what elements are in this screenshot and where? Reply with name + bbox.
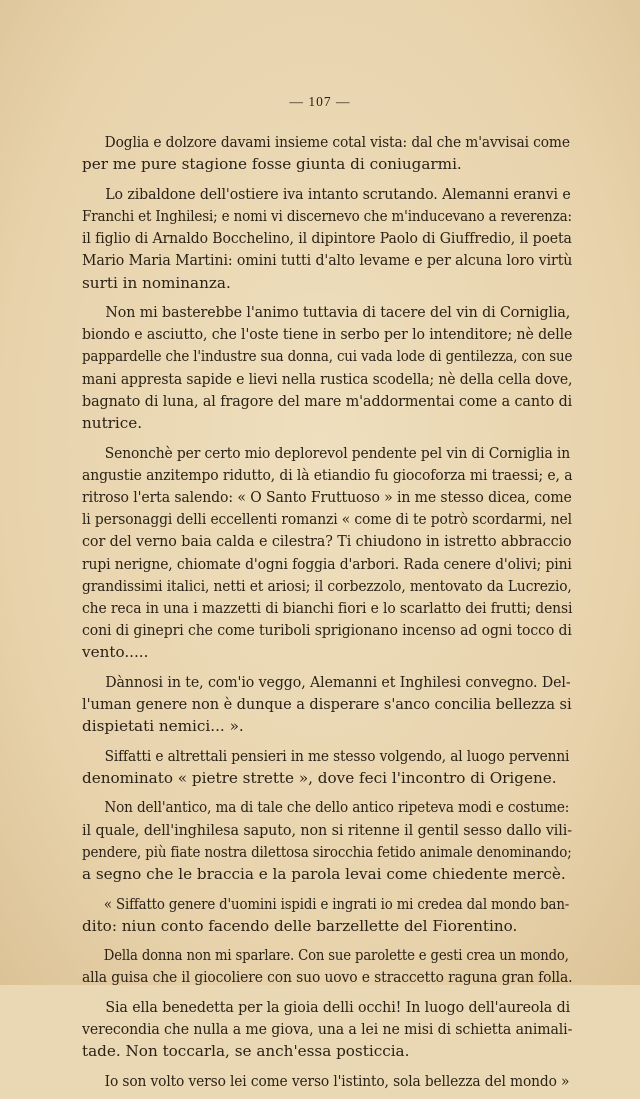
text-line: dispietati nemici... ». [82, 717, 244, 736]
text-line: denominato « pietre strette », dove feci l'incontro di Origene. [82, 768, 557, 787]
text-line: per me pure stagione fosse giunta di coniugarmi. [82, 155, 462, 174]
text-line: surti in nominanza. [82, 273, 231, 292]
text-line: angustie anzitempo ridutto, di là etiandio fu giocoforza mi traessi; e, a [82, 465, 573, 484]
text-line: Della donna non mi sparlare. Con sue parolette e gesti crea un mondo, [103, 946, 569, 965]
text-line: l'uman genere non è dunque a disperare s'anco concilia bellezza si [82, 695, 572, 714]
paragraph [82, 996, 572, 1063]
text-line: Doglia e dolzore davami insieme cotal vista: dal che m'avvisai come [104, 133, 570, 151]
text-line: il figlio di Arnaldo Bocchelino, il dipintore Paolo di Giuffredio, il poeta [82, 229, 572, 248]
paragraph [82, 183, 572, 294]
text-line: Io son volto verso lei come verso l'istinto, sola bellezza del mondo » [104, 1071, 570, 1090]
text-line: pendere, più fiate nostra dilettosa sirocchia fetido animale denominando; [82, 842, 572, 861]
text-line: ritroso l'erta salendo: « O Santo Fruttuoso » in me stesso dicea, come [82, 487, 572, 506]
text-line: Non mi basterebbe l'animo tuttavia di tacere del vin di Corniglia, [105, 303, 571, 322]
paragraph [82, 301, 572, 434]
body-text [82, 131, 572, 1099]
paragraph [82, 944, 572, 988]
text-line: verecondia che nulla a me giova, una a lei ne misi di schietta animali- [82, 1020, 573, 1039]
text-line: coni di ginepri che come turiboli sprigionano incenso ad ogni tocco di [82, 621, 572, 640]
paragraph [82, 131, 572, 175]
text-line: Franchi et Inghilesi; e nomi vi discernevo che m'inducevano a reverenza: [82, 206, 572, 225]
text-line: che reca in una i mazzetti di bianchi fiori e lo scarlatto dei frutti; densi [82, 598, 573, 617]
page-number: — 107 — [289, 94, 351, 109]
text-line: dito: niun conto facendo delle barzellette del Fiorentino. [82, 916, 518, 935]
paragraph [82, 671, 572, 738]
text-line: Lo zibaldone dell'ostiere iva intanto scrutando. Alemanni eranvi e [105, 184, 571, 203]
text-line: bagnato di luna, al fragore del mare m'addormentai come a canto di [82, 391, 573, 410]
text-line: a segno che le braccia e la parola levai come chiedente mercè. [82, 865, 566, 884]
text-line: pappardelle che l'industre sua donna, cui vada lode di gentilezza, con sue [82, 347, 573, 366]
text-line: alla guisa che il giocoliere con suo uovo e straccetto raguna gran folla. [82, 968, 573, 987]
text-line: Senonchè per certo mio deplorevol pendente pel vin di Corniglia in [104, 443, 571, 462]
text-line: mani appresta sapide e lievi nella rustica scodella; nè della cella dove, [82, 369, 573, 388]
text-line: Dànnosi in te, com'io veggo, Alemanni et Inghilesi convegno. Del- [105, 672, 571, 691]
text-line: il quale, dell'inghilesa saputo, non si ritenne il gentil sesso dallo vili- [82, 820, 573, 839]
paragraph [82, 1070, 572, 1092]
text-line: Sia ella benedetta per la gioia delli occhi! In luogo dell'aureola di [105, 997, 571, 1016]
paragraph [82, 796, 572, 885]
text-line: rupi nerigne, chiomate d'ogni foggia d'arbori. Rada cenere d'olivi; pini [82, 554, 572, 573]
text-line: Non dell'antico, ma di tale che dello antico ripeteva modi e costume: [104, 798, 570, 817]
text-line: « Siffatto genere d'uomini ispidi e ingrati io mi credea dal mondo ban- [103, 894, 570, 913]
text-line: nutrice. [82, 414, 143, 433]
text-line: Mario Maria Martini: omini tutti d'alto levame e per alcuna loro virtù [82, 251, 573, 270]
text-line: cor del verno baia calda e cilestra? Ti chiudono in istretto abbraccio [82, 532, 572, 551]
text-line: li personaggi delli eccellenti romanzi « come di te potrò scordarmi, nel [82, 510, 572, 529]
text-line: tade. Non toccarla, se anch'essa posticcia. [82, 1042, 410, 1061]
paragraph [82, 745, 572, 789]
text-line: grandissimi italici, netti et ariosi; il corbezzolo, mentovato da Lucrezio, [82, 576, 572, 595]
text-line: biondo e asciutto, che l'oste tiene in serbo per lo intenditore; nè delle [82, 325, 573, 344]
paragraph [82, 893, 572, 937]
text-line: vento..... [82, 643, 149, 662]
paragraph [82, 442, 572, 664]
text-line: Siffatti e altrettali pensieri in me stesso volgendo, al luogo pervenni [104, 746, 570, 765]
